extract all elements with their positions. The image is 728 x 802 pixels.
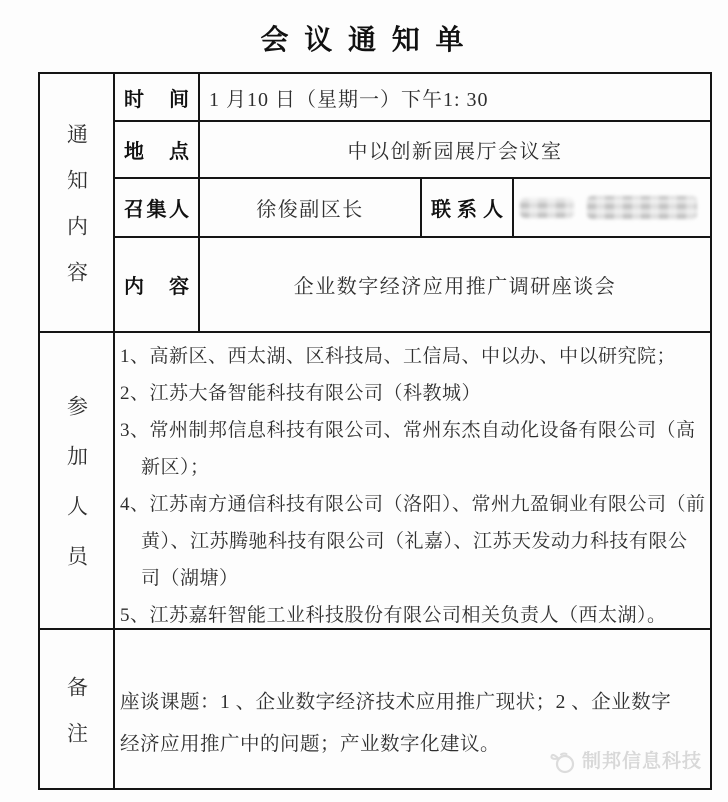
content-label: 内容 [115,238,200,333]
participant-item: 4、江苏南方通信科技有限公司（洛阳）、常州九盈铜业有限公司（前黄）、江苏腾驰科技有限公司（礼嘉）、江苏天发动力科技有限公司（湖塘） [120,494,706,589]
convener-value: 徐俊副区长 [200,179,422,238]
redaction-block [520,198,574,218]
zhibang-logo-icon [550,751,577,774]
remarks-cell [115,630,712,790]
participant-item: 5、江苏嘉轩智能工业科技股份有限公司相关负责人（西太湖）。 [120,605,667,626]
section-label-participants: 参加人员 [40,333,115,630]
time-label: 时间 [115,74,200,122]
contact-value-redacted [514,179,712,238]
watermark-text: 制邦信息科技 [581,751,702,772]
redaction-block [587,196,697,219]
participant-item: 2、江苏大备智能科技有限公司（科教城） [120,383,482,404]
participant-item: 1、高新区、西太湖、区科技局、工信局、中以办、中以研究院； [120,346,677,367]
place-label: 地点 [115,122,200,179]
remarks-text: 座谈课题：1 、企业数字经济技术应用推广现状；2 、企业数字经济应用推广中的问题；产业数字化建议。 [120,692,672,755]
section-label-remarks: 备注 [40,630,115,790]
section-label-notice-content: 通知内容 [40,74,115,333]
contact-label: 联系人 [422,179,514,238]
meeting-notice-table [38,72,712,790]
participant-item: 3、常州制邦信息科技有限公司、常州东杰自动化设备有限公司（高新区）； [120,420,696,478]
page-title: 会 议 通 知 单 [260,24,468,55]
participants-list [115,333,712,630]
convener-label: 召集人 [115,179,200,238]
place-value: 中以创新园展厅会议室 [200,122,712,179]
time-value: 1 月10 日（星期一）下午1: 30 [200,74,712,122]
content-value: 企业数字经济应用推广调研座谈会 [200,238,712,333]
watermark [550,741,702,783]
